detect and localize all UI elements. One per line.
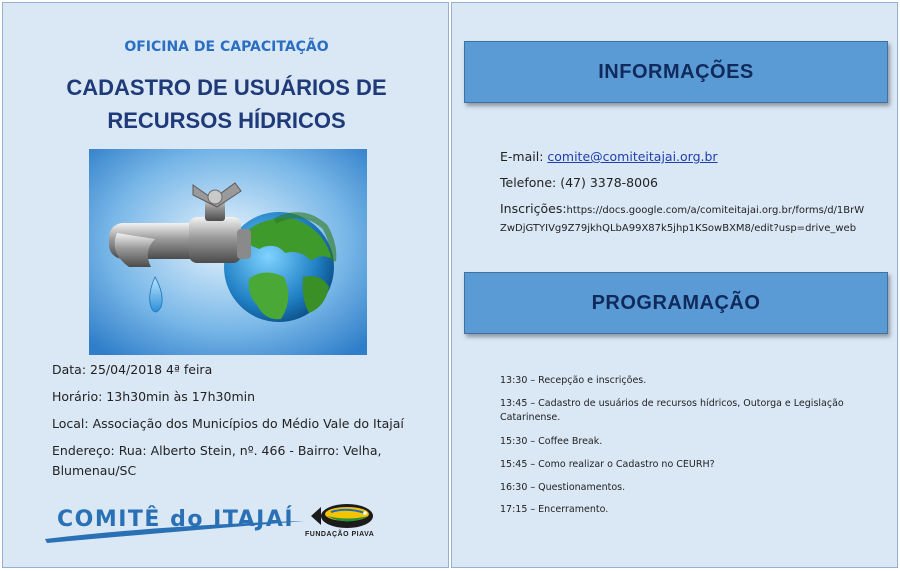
email-link[interactable]: comite@comiteitajai.org.br — [547, 149, 718, 164]
schedule-item: 17:15 – Encerramento. — [500, 504, 609, 515]
programacao-heading: PROGRAMAÇÃO — [591, 291, 761, 314]
event-time: Horário: 13h30min às 17h30min — [52, 389, 256, 404]
schedule-item: 15:45 – Como realizar o Cadastro no CEURH? — [500, 459, 715, 470]
programacao-heading-box — [464, 272, 888, 334]
event-location: Local: Associação dos Municípios do Médio Vale do Itajaí — [52, 416, 404, 431]
event-address-line-1: Endereço: Rua: Alberto Stein, nº. 466 - Bairro: Velha, — [52, 443, 382, 458]
inscricoes-url-line-1[interactable]: https://docs.google.com/a/comiteitajai.org.br/forms/d/1BrW — [566, 205, 865, 216]
inscricoes-block — [500, 201, 880, 237]
event-subtitle: OFICINA DE CAPACITAÇÃO — [124, 39, 329, 55]
partner-text: FUNDAÇÃO PIAVA — [305, 531, 375, 538]
title-line-2: RECURSOS HÍDRICOS — [107, 108, 346, 133]
event-date: Data: 25/04/2018 4ª feira — [52, 362, 213, 377]
schedule-item: 16:30 – Questionamentos. — [500, 482, 626, 493]
event-address-line-2: Blumenau/SC — [52, 463, 137, 478]
informacoes-heading-box — [464, 41, 888, 103]
left-panel — [2, 2, 449, 568]
logo-text: COMITÊ do ITAJAÍ — [57, 507, 295, 532]
schedule-item: 15:30 – Coffee Break. — [500, 436, 603, 447]
right-panel — [451, 2, 898, 568]
inscricoes-url-line-2[interactable]: ZwDjGTYIVg9Z79jkhQLbA99X87k5jhp1KSowBXM8/edit?usp=drive_web — [500, 223, 857, 234]
schedule-item: 13:45 – Cadastro de usuários de recursos hídricos, Outorga e Legislação Catarinense. — [500, 398, 844, 423]
event-title — [3, 71, 450, 137]
email-line — [500, 149, 718, 164]
informacoes-heading: INFORMAÇÕES — [598, 60, 754, 83]
inscricoes-label: Inscrições: — [500, 201, 567, 216]
email-label: E-mail: — [500, 149, 548, 164]
faucet-globe-icon — [89, 149, 367, 355]
fish-logo-icon — [307, 501, 377, 531]
comite-itajai-logo — [43, 499, 403, 545]
schedule-item: 13:30 – Recepção e inscrições. — [500, 375, 647, 386]
title-line-1: CADASTRO DE USUÁRIOS DE — [66, 75, 387, 100]
phone-line: Telefone: (47) 3378-8006 — [500, 175, 658, 190]
